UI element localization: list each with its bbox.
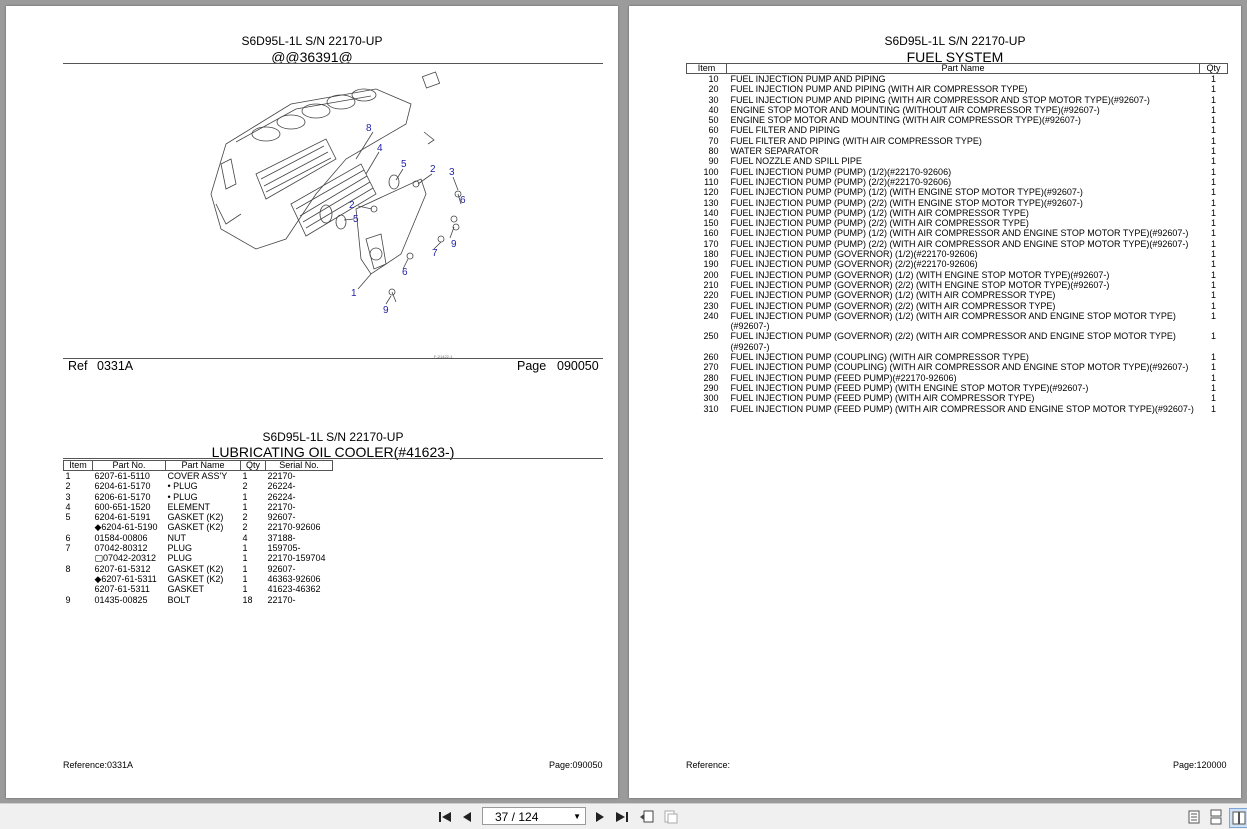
cell-qty: 2 [242, 522, 248, 533]
table-row [64, 471, 333, 482]
cell-item: 70 [708, 135, 719, 146]
cell-part-no: 01435-00825 [94, 594, 148, 605]
col-header-part-name: Part Name [727, 64, 1200, 74]
cell-qty: 1 [1210, 156, 1216, 167]
cell-qty: 1 [1210, 300, 1216, 311]
page-indicator: 37 / 124 [495, 810, 539, 824]
next-page-icon[interactable] [591, 808, 609, 826]
cell-item: 180 [703, 249, 719, 260]
exploded-parts-diagram [196, 64, 476, 314]
cell-item [64, 522, 93, 532]
cell-item: 30 [708, 94, 719, 105]
cell-qty: 1 [1210, 166, 1216, 177]
cell-part-name: FUEL INJECTION PUMP (FEED PUMP) (WITH AIR COMPRESSOR AND ENGINE STOP MOTOR TYPE)(#92607-) [730, 403, 1194, 414]
cell-serial: 92607- [267, 512, 296, 523]
cell-part-no: ◆6204-61-5190 [94, 522, 158, 533]
callout-label: 3 [449, 167, 455, 178]
table-row [687, 352, 1228, 362]
cell-serial: 46363-92606 [267, 573, 321, 584]
cell-part-name: PLUG [167, 543, 193, 554]
cell-item [64, 584, 93, 594]
continuous-view-icon[interactable] [1207, 808, 1225, 826]
cell-qty: 1 [1210, 269, 1216, 280]
cell-part-name: FUEL INJECTION PUMP (PUMP) (2/2) (WITH AIR COMPRESSOR TYPE) [730, 218, 1029, 229]
lower-title: S6D95L-1L S/N 22170-UP [262, 430, 404, 444]
table-row [687, 146, 1228, 156]
table-row [687, 125, 1228, 135]
cell-part-name: GASKET (K2) [167, 512, 224, 523]
cell-item: 170 [703, 238, 719, 249]
cell-qty: 1 [242, 553, 248, 564]
prev-page-icon[interactable] [458, 808, 476, 826]
cell-item [64, 553, 93, 563]
cell-part-name: FUEL INJECTION PUMP (GOVERNOR) (1/2) (WITH AIR COMPRESSOR TYPE) [730, 290, 1056, 301]
ref-label: Ref [68, 359, 88, 373]
cell-part-name: ENGINE STOP MOTOR AND MOUNTING (WITHOUT AIR COMPRESSOR TYPE)(#92607-) [730, 104, 1100, 115]
cell-serial: 22170-159704 [267, 553, 326, 564]
table-row [687, 404, 1228, 414]
cell-part-name: FUEL INJECTION PUMP (COUPLING) (WITH AIR COMPRESSOR AND ENGINE STOP MOTOR TYPE)(#92607-) [730, 362, 1189, 373]
cell-item: 50 [708, 115, 719, 126]
cell-part-name: GASKET (K2) [167, 522, 224, 533]
cell-qty: 1 [1210, 403, 1216, 414]
cell-item: 200 [703, 269, 719, 280]
table-row [687, 74, 1228, 85]
cell-qty: 1 [1210, 290, 1216, 301]
cell-serial: 22170- [267, 594, 296, 605]
cell-qty: 1 [1210, 352, 1216, 363]
cell-part-no: ▢07042-20312 [94, 553, 157, 564]
callout-label: 4 [377, 143, 383, 154]
cell-item [64, 574, 93, 584]
last-page-icon[interactable] [613, 808, 631, 826]
cell-item: 240 [703, 310, 719, 321]
cell-part-name: FUEL INJECTION PUMP (GOVERNOR) (1/2)(#22170-92606) [730, 249, 978, 260]
cell-qty: 1 [1210, 249, 1216, 260]
cell-part-name: GASKET [167, 584, 205, 595]
cell-item: 8 [65, 563, 71, 574]
cell-item: 6 [65, 532, 71, 543]
table-row [64, 481, 333, 491]
table-row [64, 502, 333, 512]
callout-label: 7 [432, 248, 438, 259]
col-header-qty: Qty [1200, 64, 1228, 74]
callout-label: 9 [383, 305, 389, 314]
cell-item: 260 [703, 352, 719, 363]
cell-part-name: FUEL INJECTION PUMP (GOVERNOR) (2/2) (WITH AIR COMPRESSOR AND ENGINE STOP MOTOR TYPE)(#92607-) [730, 331, 1176, 352]
cell-qty: 1 [242, 471, 248, 481]
cell-part-name: FUEL INJECTION PUMP (PUMP) (1/2)(#22170-92606) [730, 166, 952, 177]
cell-qty: 1 [1210, 197, 1216, 208]
col-header-qty: Qty [241, 461, 266, 471]
cell-qty: 4 [242, 532, 248, 543]
cell-part-name: ENGINE STOP MOTOR AND MOUNTING (WITH AIR COMPRESSOR TYPE)(#92607-) [730, 115, 1081, 126]
upper-subtitle: @@36391@ [271, 49, 353, 65]
cell-serial: 22170-92606 [267, 522, 321, 533]
table-row [687, 290, 1228, 300]
cell-part-name: FUEL NOZZLE AND SPILL PIPE [730, 156, 862, 167]
table-row [687, 95, 1228, 105]
cell-qty: 1 [242, 563, 248, 574]
table-row [687, 311, 1228, 332]
cell-item: 140 [703, 207, 719, 218]
cell-part-no: 600-651-1520 [94, 501, 151, 512]
page-number-input[interactable] [482, 807, 586, 825]
cell-item: 190 [703, 259, 719, 270]
cell-part-name: ELEMENT [167, 501, 211, 512]
cell-qty: 1 [1210, 187, 1216, 198]
cell-part-name: FUEL FILTER AND PIPING [730, 125, 841, 136]
cell-part-name: GASKET (K2) [167, 573, 224, 584]
viewer-toolbar [0, 803, 1247, 829]
cell-serial: 92607- [267, 563, 296, 574]
table-row [687, 167, 1228, 177]
footer-reference: Reference:0331A [63, 760, 134, 770]
cell-part-no: ◆6207-61-5311 [94, 573, 157, 584]
cell-serial: 41623-46362 [267, 584, 321, 595]
table-row [687, 136, 1228, 146]
cell-qty: 1 [1210, 125, 1216, 136]
rotate-icon[interactable] [638, 808, 656, 826]
table-row [687, 177, 1228, 187]
cell-item: 250 [703, 331, 719, 342]
table-row [64, 533, 333, 543]
cell-part-name: • PLUG [167, 491, 198, 502]
callout-label: 9 [451, 239, 457, 250]
col-header-serial: Serial No. [266, 461, 333, 471]
callout-label: 2 [349, 200, 355, 211]
cell-qty: 1 [1210, 218, 1216, 229]
lower-rule [63, 458, 603, 459]
cell-qty: 18 [242, 594, 253, 605]
cell-item: 80 [708, 146, 719, 157]
cell-qty: 1 [1210, 228, 1216, 239]
cell-item: 3 [65, 491, 71, 502]
fuel-title: S6D95L-1L S/N 22170-UP [884, 34, 1026, 48]
cell-part-no: 6207-61-5110 [94, 471, 150, 481]
callout-label: 1 [351, 288, 357, 299]
table-row [687, 393, 1228, 403]
table-row [687, 280, 1228, 290]
fuel-subtitle: FUEL SYSTEM [906, 49, 1004, 65]
table-row [687, 270, 1228, 280]
cell-qty: 1 [1210, 279, 1216, 290]
rotate-alt-icon[interactable] [662, 808, 680, 826]
cell-serial: 26224- [267, 491, 296, 502]
cell-item: 270 [703, 362, 719, 373]
cell-qty: 2 [242, 512, 248, 523]
table-row [687, 373, 1228, 383]
page-value: 090050 [557, 359, 599, 373]
cell-item: 110 [704, 176, 719, 187]
cell-part-name: FUEL INJECTION PUMP (GOVERNOR) (2/2)(#22170-92606) [730, 259, 978, 270]
cell-part-name: FUEL INJECTION PUMP (FEED PUMP)(#22170-92606) [730, 372, 957, 383]
callout-label: 8 [366, 123, 372, 134]
cell-item: 290 [703, 382, 719, 393]
cell-part-name: FUEL INJECTION PUMP AND PIPING (WITH AIR COMPRESSOR AND STOP MOTOR TYPE)(#92607-) [730, 94, 1150, 105]
cell-item: 100 [703, 166, 719, 177]
cell-qty: 1 [242, 491, 248, 502]
cell-qty: 1 [1210, 135, 1216, 146]
cell-item: 40 [708, 104, 719, 115]
table-row [687, 249, 1228, 259]
callout-label: 2 [430, 164, 436, 175]
cell-qty: 1 [1210, 382, 1216, 393]
upper-title: S6D95L-1L S/N 22170-UP [241, 34, 383, 48]
cell-item: 130 [703, 197, 719, 208]
table-row [64, 595, 333, 605]
cell-item: 210 [703, 279, 719, 290]
cell-item: 60 [708, 125, 719, 136]
cell-qty: 1 [242, 501, 248, 512]
cell-item: 300 [703, 393, 719, 404]
cell-part-name: WATER SEPARATOR [730, 146, 819, 157]
cell-serial: 22170- [267, 501, 296, 512]
cell-item: 120 [703, 187, 719, 198]
cell-qty: 1 [242, 584, 248, 595]
cell-part-no: 6206-61-5170 [94, 491, 151, 502]
cell-part-name: FUEL INJECTION PUMP (GOVERNOR) (1/2) (WITH AIR COMPRESSOR AND ENGINE STOP MOTOR TYPE)(#92607-) [730, 310, 1176, 332]
cell-part-name: GASKET (K2) [167, 563, 224, 574]
lubricating-oil-cooler-parts-table [63, 460, 333, 605]
cell-qty: 1 [1210, 104, 1216, 115]
cell-part-name: NUT [167, 532, 186, 543]
cell-serial: 37188- [267, 532, 296, 543]
cell-part-name: BOLT [167, 594, 191, 605]
cell-serial: 26224- [267, 481, 296, 492]
col-header-part-name: Part Name [166, 461, 241, 471]
col-header-part-no: Part No. [93, 461, 166, 471]
callout-label: 6 [460, 195, 466, 206]
cell-serial: 159705- [267, 543, 301, 554]
cell-qty: 1 [1210, 146, 1216, 157]
lower-subtitle: LUBRICATING OIL COOLER(#41623-) [211, 444, 455, 460]
table-row [64, 543, 333, 553]
table-row [64, 522, 333, 532]
table-row [64, 492, 333, 502]
cell-qty: 1 [1210, 74, 1216, 84]
cell-part-name: • PLUG [167, 481, 198, 492]
cell-part-no: 6207-61-5311 [94, 584, 150, 595]
cell-part-name: FUEL INJECTION PUMP AND PIPING (WITH AIR COMPRESSOR TYPE) [730, 84, 1028, 95]
cell-part-name: FUEL INJECTION PUMP (COUPLING) (WITH AIR COMPRESSOR TYPE) [730, 352, 1029, 363]
callout-label: 6 [402, 267, 408, 278]
cell-item: 150 [703, 218, 719, 229]
cell-part-name: FUEL INJECTION PUMP (PUMP) (1/2) (WITH AIR COMPRESSOR TYPE) [730, 207, 1029, 218]
cell-item: 280 [703, 372, 719, 383]
first-page-icon[interactable] [436, 808, 454, 826]
table-row [687, 84, 1228, 94]
cell-qty: 1 [1210, 259, 1216, 270]
col-header-item: Item [687, 64, 727, 74]
cell-item: 90 [708, 156, 719, 167]
cell-qty: 1 [1210, 331, 1216, 342]
cell-part-name: FUEL INJECTION PUMP (FEED PUMP) (WITH ENGINE STOP MOTOR TYPE)(#92607-) [730, 382, 1089, 393]
left-page [6, 6, 618, 798]
cell-part-name: FUEL INJECTION PUMP (GOVERNOR) (2/2) (WITH ENGINE STOP MOTOR TYPE)(#92607-) [730, 279, 1110, 290]
cell-item: 20 [708, 84, 719, 95]
right-page [629, 6, 1241, 798]
cell-item: 7 [65, 543, 71, 554]
table-row [687, 331, 1228, 352]
cell-part-no: 01584-00806 [94, 532, 148, 543]
table-row [687, 187, 1228, 197]
cell-qty: 1 [1210, 238, 1216, 249]
cell-item: 5 [65, 512, 71, 523]
cell-part-no: 6207-61-5312 [94, 563, 151, 574]
table-row [687, 301, 1228, 311]
cell-item: 2 [65, 481, 71, 492]
table-row [687, 218, 1228, 228]
table-row [687, 156, 1228, 166]
cell-qty: 1 [1210, 310, 1216, 321]
table-row [64, 512, 333, 522]
cell-part-name: FUEL INJECTION PUMP AND PIPING [730, 74, 886, 84]
two-page-view-icon[interactable] [1229, 808, 1247, 828]
table-row [687, 208, 1228, 218]
cell-part-name: FUEL INJECTION PUMP (PUMP) (1/2) (WITH ENGINE STOP MOTOR TYPE)(#92607-) [730, 187, 1083, 198]
cell-item: 230 [703, 300, 719, 311]
cell-part-name: FUEL INJECTION PUMP (GOVERNOR) (1/2) (WITH ENGINE STOP MOTOR TYPE)(#92607-) [730, 269, 1110, 280]
cell-part-name: PLUG [167, 553, 193, 564]
table-row [687, 228, 1228, 238]
cell-qty: 1 [1210, 362, 1216, 373]
page-label: Page [517, 359, 547, 373]
callout-label: 5 [401, 159, 407, 170]
cell-item: 10 [708, 74, 719, 84]
cell-part-no: 6204-61-5170 [94, 481, 151, 492]
single-page-view-icon[interactable] [1185, 808, 1203, 826]
footer-page: Page:090050 [549, 760, 603, 770]
cell-part-name: FUEL FILTER AND PIPING (WITH AIR COMPRESSOR TYPE) [730, 135, 982, 146]
fuel-system-table [686, 63, 1228, 414]
table-row [687, 198, 1228, 208]
cell-part-no: 07042-80312 [94, 543, 148, 554]
cell-qty: 1 [1210, 94, 1216, 105]
cell-part-name: COVER ASS'Y [167, 471, 228, 481]
cell-qty: 2 [242, 481, 248, 492]
table-row [687, 239, 1228, 249]
cell-qty: 1 [1210, 372, 1216, 383]
table-row [687, 105, 1228, 115]
cell-part-name: FUEL INJECTION PUMP (GOVERNOR) (2/2) (WITH AIR COMPRESSOR TYPE) [730, 300, 1056, 311]
cell-qty: 1 [242, 543, 248, 554]
callout-label: 5 [353, 214, 359, 225]
ref-value: 0331A [97, 359, 134, 373]
table-row [687, 362, 1228, 372]
cell-item: 160 [703, 228, 719, 239]
chevron-down-icon[interactable]: ▼ [573, 812, 581, 821]
table-row [64, 574, 333, 584]
cell-qty: 1 [1210, 115, 1216, 126]
cell-item: 4 [65, 501, 71, 512]
table-row [687, 259, 1228, 269]
cell-item: 310 [703, 403, 719, 414]
cell-qty: 1 [1210, 84, 1216, 95]
cell-qty: 1 [1210, 207, 1216, 218]
cell-qty: 1 [1210, 176, 1216, 187]
cell-qty: 1 [1210, 393, 1216, 404]
table-row [687, 115, 1228, 125]
col-header-item: Item [64, 461, 93, 471]
cell-item: 9 [65, 594, 71, 605]
table-row [687, 383, 1228, 393]
cell-part-name: FUEL INJECTION PUMP (PUMP) (2/2)(#22170-92606) [730, 176, 952, 187]
table-row [64, 584, 333, 594]
table-row [64, 553, 333, 563]
cell-part-no: 6204-61-5191 [94, 512, 151, 523]
footer-page: Page:120000 [1173, 760, 1227, 770]
cell-serial: 22170- [267, 471, 296, 481]
cell-part-name: FUEL INJECTION PUMP (PUMP) (2/2) (WITH ENGINE STOP MOTOR TYPE)(#92607-) [730, 197, 1083, 208]
footer-reference: Reference: [686, 760, 731, 770]
cell-part-name: FUEL INJECTION PUMP (PUMP) (1/2) (WITH AIR COMPRESSOR AND ENGINE STOP MOTOR TYPE)(#92607-) [730, 228, 1189, 239]
cell-qty: 1 [242, 573, 248, 584]
cell-item: 1 [65, 471, 71, 481]
cell-part-name: FUEL INJECTION PUMP (FEED PUMP) (WITH AIR COMPRESSOR TYPE) [730, 393, 1035, 404]
cell-item: 220 [703, 290, 719, 301]
table-row [64, 564, 333, 574]
cell-part-name: FUEL INJECTION PUMP (PUMP) (2/2) (WITH AIR COMPRESSOR AND ENGINE STOP MOTOR TYPE)(#92607-) [730, 238, 1189, 249]
diagram-id-label: F-21422-1 [434, 354, 453, 359]
